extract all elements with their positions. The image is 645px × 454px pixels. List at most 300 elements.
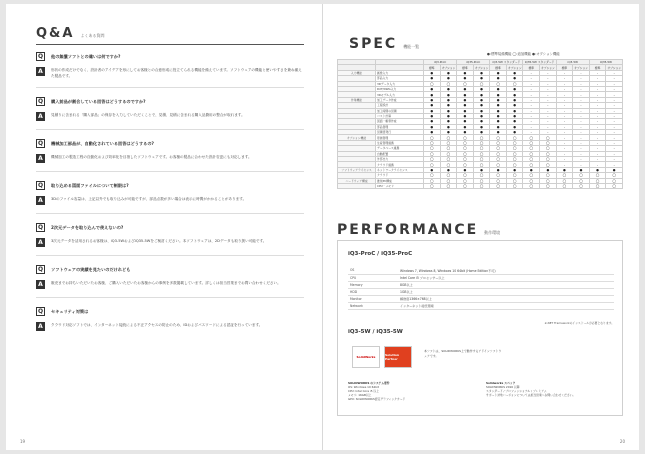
spec-mark: ● [506,70,523,75]
spec-mark: ◯ [540,146,557,151]
performance-value: 8GB以上 [398,281,614,288]
spec-feature: 見積書発行 [376,130,424,135]
spec-mark: ◯ [473,140,490,145]
spec-mark: - [540,108,557,113]
spec-mark: ● [440,124,457,129]
performance-row [348,302,614,309]
spec-feature: クラウド連携 [376,162,424,167]
spec-feature: 加工データ作成 [376,97,424,102]
spec-mark: ◯ [490,135,507,140]
spec-mark: ◯ [457,135,474,140]
spec-mark: - [573,146,590,151]
spec-mark: ◯ [440,178,457,183]
spec-mark: ◯ [523,162,540,167]
q-badge-icon: Q [37,266,44,274]
performance-key: Monitor [348,295,398,302]
performance-subtitle: 動作環境 [484,230,501,235]
performance-value: Intel Core i5 プロセッサー以上 [398,274,614,281]
spec-mark: ◯ [440,81,457,86]
qa-item [36,181,304,205]
answer-text: 販売までお持ちいただいたお客様、ご購入いただいたお客様からの事例を多数掲載しています。詳しくは担当営業までお問い合わせください。 [51,281,281,286]
spec-mark: - [573,157,590,162]
spec-mark: ◯ [606,173,623,178]
spec-mark: ◯ [440,173,457,178]
logo-caption: 本ソフトは、SOLIDWORKS上で動作するアドインソフトウェアです。 [424,349,502,358]
spec-mark: ◯ [506,81,523,86]
spec-mark: - [540,76,557,81]
qa-divider [36,213,304,214]
spec-mark: ● [523,167,540,172]
spec-mark: ● [506,167,523,172]
spec-mark: ◯ [540,151,557,156]
spec-mark: ◯ [606,178,623,183]
spec-mark: ◯ [440,151,457,156]
spec-mark: - [556,103,573,108]
spec-mark: ● [473,103,490,108]
spec-mark: - [589,135,606,140]
spec-feature: 推奨PC構成 [376,178,424,183]
q-badge-icon: Q [37,53,44,60]
spec-feature: CPU・メモリ [376,183,424,188]
spec-product-header: iQ3-ProC [424,60,457,65]
spec-mark: - [573,135,590,140]
spec-subheader: オプション [441,65,456,70]
spec-product-header: iQ3-5W [556,60,589,65]
spec-mark: ● [457,103,474,108]
spec-mark: ◯ [506,183,523,188]
spec-mark: ◯ [424,135,441,140]
question-text: セキュリティ対策は [51,309,89,315]
spec-subheader: 標準 [490,65,507,70]
spec-mark: - [573,162,590,167]
spec-mark: ● [457,167,474,172]
spec-mark: - [523,92,540,97]
spec-mark: - [573,119,590,124]
spec-mark: - [523,124,540,129]
spec-mark: - [606,151,623,156]
spec-mark: - [589,92,606,97]
spec-mark: ● [473,130,490,135]
spec-mark: ● [440,86,457,91]
spec-mark: - [573,86,590,91]
spec-subheader: オプション [574,65,588,70]
spec-mark: ◯ [506,135,523,140]
spec-mark: ◯ [490,178,507,183]
spec-mark: ◯ [440,135,457,140]
spec-row [338,86,623,91]
spec-mark: - [589,97,606,102]
spec-mark: ◯ [457,151,474,156]
qa-divider [36,297,304,298]
performance-row [348,274,614,281]
spec-subheader: オプション [474,65,489,70]
spec-row [338,167,623,172]
spec-mark: ◯ [490,146,507,151]
spec-feature: コスト計算 [376,113,424,118]
qa-item [36,307,304,331]
performance-row [348,295,614,302]
spec-mark: - [573,140,590,145]
spec-row [338,178,623,183]
spec-mark: - [556,146,573,151]
qa-item [36,97,304,121]
spec-mark: ◯ [457,173,474,178]
qa-item [36,139,304,163]
spec-category: ハードウェア構成 [338,178,376,183]
spec-mark: ● [440,113,457,118]
q-badge-icon: Q [37,224,44,232]
spec-mark: ● [490,76,507,81]
spec-row [338,173,623,178]
spec-mark: ◯ [424,146,441,151]
spec-mark: - [556,76,573,81]
spec-mark: ● [457,86,474,91]
qa-divider [36,255,304,256]
spec-feature: 加工時間の見積 [376,108,424,113]
spec-mark: - [540,113,557,118]
question-row [36,181,304,190]
spec-mark: - [606,157,623,162]
qa-rule [36,44,304,45]
answer-row [36,322,304,331]
spec-mark: ● [490,86,507,91]
spec-feature: ネットワークライセンス [376,167,424,172]
question-text: ソフトウェアの実績を見たいのだけれども [51,267,131,273]
spec-mark: ◯ [556,178,573,183]
spec-mark: - [606,113,623,118]
spec-mark: ● [424,103,441,108]
spec-mark: - [556,113,573,118]
spec-mark: ● [424,113,441,118]
spec-mark: - [556,108,573,113]
performance-value: Windows 7, Windows 8, Windows 10 64bit (Home Edition不可) [398,267,614,274]
spec-mark: ◯ [606,183,623,188]
col1-heading: SOLIDWORKS のシステム要件 [348,381,390,385]
spec-mark: ◯ [440,146,457,151]
spec-mark: ● [473,76,490,81]
spec-mark: - [556,81,573,86]
spec-mark: - [556,124,573,129]
spec-mark: ● [424,167,441,172]
answer-text: クラウド対応ソフトでは、インターネット接続による不正アクセスの防止のため、IDおよびパスワードによる認証を行っています。 [51,323,263,328]
spec-mark: - [589,113,606,118]
spec-mark: - [556,151,573,156]
spec-mark: - [573,113,590,118]
spec-mark: ◯ [424,151,441,156]
spec-category: ソフトウェアライセンス [338,167,376,172]
col2-body: SOLIDWORKS 2016 以降 スタンダード / プロフェッショナル / プレミアム サポート対象バージョンについては担当営業へお問い合わせください。 [486,385,576,397]
spec-mark: ● [457,113,474,118]
spec-feature: 部品入力 [376,76,424,81]
spec-product-header: iQ3-5W スタンダード [490,60,523,65]
a-badge-icon: A [36,238,45,247]
question-text: 他の無償ソフトとの違いは何ですか? [51,54,121,59]
qa-divider [36,87,304,88]
spec-mark: ● [424,130,441,135]
spec-mark: - [540,86,557,91]
spec-mark: - [523,119,540,124]
spec-mark: ◯ [440,162,457,167]
spec-mark: - [573,124,590,129]
performance-title: PERFORMANCE [337,222,479,238]
spec-mark: - [573,81,590,86]
performance-table [348,267,614,310]
spec-mark: - [589,70,606,75]
spec-mark: ● [457,130,474,135]
spec-feature: クラウド [376,173,424,178]
q-badge-icon: Q [37,182,44,190]
performance-key: Network [348,302,398,309]
page-number-right: 20 [619,439,625,444]
spec-row [338,130,623,135]
spec-row [338,97,623,102]
spec-mark: ◯ [473,178,490,183]
spec-mark: ◯ [523,151,540,156]
spec-mark: - [556,97,573,102]
spec-mark: - [540,103,557,108]
spec-mark: ● [473,86,490,91]
spec-mark: ● [473,92,490,97]
requirements-col-1 [348,381,476,401]
spec-mark: ● [490,92,507,97]
spec-mark: ● [440,92,457,97]
spec-mark: - [523,103,540,108]
spec-mark: - [606,124,623,129]
spec-mark: ◯ [440,140,457,145]
spec-mark: ● [424,124,441,129]
spec-feature: 工程設計 [376,103,424,108]
qa-divider [36,171,304,172]
spec-table [337,59,623,189]
spec-mark: - [540,130,557,135]
spec-mark: ● [573,167,590,172]
qa-item [36,223,304,247]
spec-mark: - [556,157,573,162]
spec-mark: ● [424,70,441,75]
spec-mark: ◯ [589,183,606,188]
qa-header [36,26,104,41]
performance-header [337,222,500,238]
spec-mark: ◯ [473,162,490,167]
spec-feature: 図面・帳票作成 [376,119,424,124]
spec-mark: - [606,130,623,135]
spec-mark: ● [490,119,507,124]
spec-mark: - [573,70,590,75]
spec-mark: ● [490,113,507,118]
spec-mark: ◯ [490,81,507,86]
answer-text: 3Dのファイル容量は、上記以外でも取り込みが可能ですが、部品点数が多い場合は表示に時間がかかることがあります。 [51,197,247,202]
a-badge-icon: A [36,112,45,121]
spec-subheader: 標準 [523,65,540,70]
spec-mark: ● [473,167,490,172]
spec-mark: ◯ [490,183,507,188]
spec-mark: ◯ [573,178,590,183]
spec-product-header: iQ35-ProC [457,60,490,65]
spec-mark: - [606,92,623,97]
spec-mark: - [589,162,606,167]
spec-subheader: 標準 [556,65,573,70]
performance-box [337,240,623,416]
col2-heading: Solidworks スペック [486,381,516,385]
model2-title: iQ3-5W / iQ35-5W [348,329,403,335]
spec-mark: - [589,103,606,108]
spec-mark: - [523,86,540,91]
spec-mark: ◯ [424,162,441,167]
spec-mark: ● [490,103,507,108]
spec-mark: ● [457,119,474,124]
spec-mark: ◯ [473,157,490,162]
spec-row [338,183,623,188]
answer-row [36,154,304,163]
spec-header [349,36,419,52]
spec-mark: ● [440,97,457,102]
spec-feature: 3Dモデル入力 [376,92,424,97]
answer-text: 見積りに含まれる「購入部品」の保存を入力していただくことで、見積、見積に含まれる購入品費用の整合が取れます。 [51,113,245,118]
spec-mark: ◯ [490,173,507,178]
spec-feature: 部品管理 [376,124,424,129]
requirements-col-2 [486,381,614,401]
spec-mark: ● [440,108,457,113]
answer-row [36,280,304,289]
spec-mark: ◯ [540,140,557,145]
spec-mark: ● [440,76,457,81]
spec-mark: - [540,97,557,102]
spec-feature: 外部出力 [376,157,424,162]
spec-mark: ● [424,92,441,97]
spec-mark: ● [506,92,523,97]
spec-mark: ● [424,76,441,81]
q-badge-icon: Q [37,140,44,148]
spec-mark: ● [440,130,457,135]
solidworks-logo [352,346,380,368]
spec-feature: 自動配置 [376,151,424,156]
spec-category [338,183,376,188]
spec-mark: - [540,70,557,75]
spec-mark: ● [540,167,557,172]
spec-mark: ◯ [440,157,457,162]
spec-mark: ◯ [457,157,474,162]
spec-mark: ● [506,130,523,135]
spec-mark: - [606,86,623,91]
performance-key: HDD [348,288,398,295]
qa-divider [36,129,304,130]
spec-mark: ◯ [457,162,474,167]
spec-mark: - [606,70,623,75]
spec-row [338,76,623,81]
spec-category: オプション機能 [338,135,376,140]
answer-text: 形状の作成だけでなく、設計者のアイデアを形にしてお客様との合意形成に役立てられる機能を備えています。ソフトウェアの機能と使いやすさを兼ね備えた製品です。 [51,68,302,79]
performance-note: ※.NET Frameworkのインストールが必要となります。 [544,321,614,325]
spec-row [338,113,623,118]
spec-mark: ◯ [473,146,490,151]
spec-mark: ◯ [457,81,474,86]
spec-row [338,162,623,167]
spec-mark: ◯ [506,173,523,178]
spec-mark: - [606,119,623,124]
spec-row [338,92,623,97]
spec-feature: 3Dデータ入力 [376,81,424,86]
spec-mark: ● [473,70,490,75]
spec-mark: - [589,124,606,129]
performance-row [348,288,614,295]
spec-mark: - [589,157,606,162]
spec-mark: ● [424,86,441,91]
spec-row [338,135,623,140]
spec-row [338,124,623,129]
spec-mark: ◯ [424,81,441,86]
spec-mark: - [556,135,573,140]
spec-mark: ● [506,119,523,124]
spec-mark: - [523,113,540,118]
spec-subheader: 標準 [424,65,441,70]
requirements-columns [348,381,614,401]
spec-mark: ◯ [573,173,590,178]
spec-feature: データベース連携 [376,146,424,151]
spec-mark: ◯ [506,146,523,151]
qa-page [6,4,322,450]
spec-product-header: iQ35-5W [589,60,622,65]
spec-mark: ◯ [540,178,557,183]
spec-legend: ●:標準装備機能 ◯:追加機能 ●:オプション機能 [487,52,560,56]
spec-mark: - [573,108,590,113]
qa-item [36,52,304,79]
spec-mark: ◯ [473,151,490,156]
qa-title: Q&A [36,26,75,41]
performance-value: 解像度1366×768以上 [398,295,614,302]
spec-mark: - [589,146,606,151]
spec-mark: ● [424,108,441,113]
spec-mark: ● [440,167,457,172]
spec-mark: - [556,140,573,145]
spec-mark: ● [490,130,507,135]
spec-mark: - [556,86,573,91]
spec-row [338,70,623,75]
spec-mark: ◯ [473,135,490,140]
spec-mark: ● [506,113,523,118]
performance-key: OS [348,267,398,274]
spec-mark: ◯ [540,183,557,188]
spec-mark: ◯ [473,173,490,178]
spec-mark: ◯ [490,151,507,156]
answer-row [36,238,304,247]
spec-mark: ◯ [440,183,457,188]
performance-value: 1GB以上 [398,288,614,295]
spec-mark: ● [457,76,474,81]
spec-mark: - [606,146,623,151]
question-text: 機械加工部品が、自動化されている回答はどうするの? [51,141,154,147]
spec-subheader: 標準 [589,65,606,70]
spec-mark: ● [506,76,523,81]
spec-mark: ◯ [540,173,557,178]
question-text: 2次元データを取り込んで使えないの? [51,225,124,231]
spec-mark: ◯ [523,178,540,183]
spec-mark: ◯ [457,146,474,151]
spec-mark: - [573,92,590,97]
spec-mark: ◯ [506,178,523,183]
spec-mark: - [589,130,606,135]
spec-mark: ◯ [540,162,557,167]
page-number-left: 19 [20,439,26,444]
spec-mark: ◯ [523,146,540,151]
spec-mark: ◯ [457,183,474,188]
spec-row [338,108,623,113]
answer-text: 機械加工の製造工程の自動化および効率化を目指したソフトウェアです。お客様の製品に合わせた設計変更にも対応します。 [51,155,252,160]
spec-mark: ◯ [506,162,523,167]
spec-mark: - [573,76,590,81]
spec-mark: - [589,76,606,81]
qa-list [36,52,304,331]
spec-mark: ● [506,97,523,102]
